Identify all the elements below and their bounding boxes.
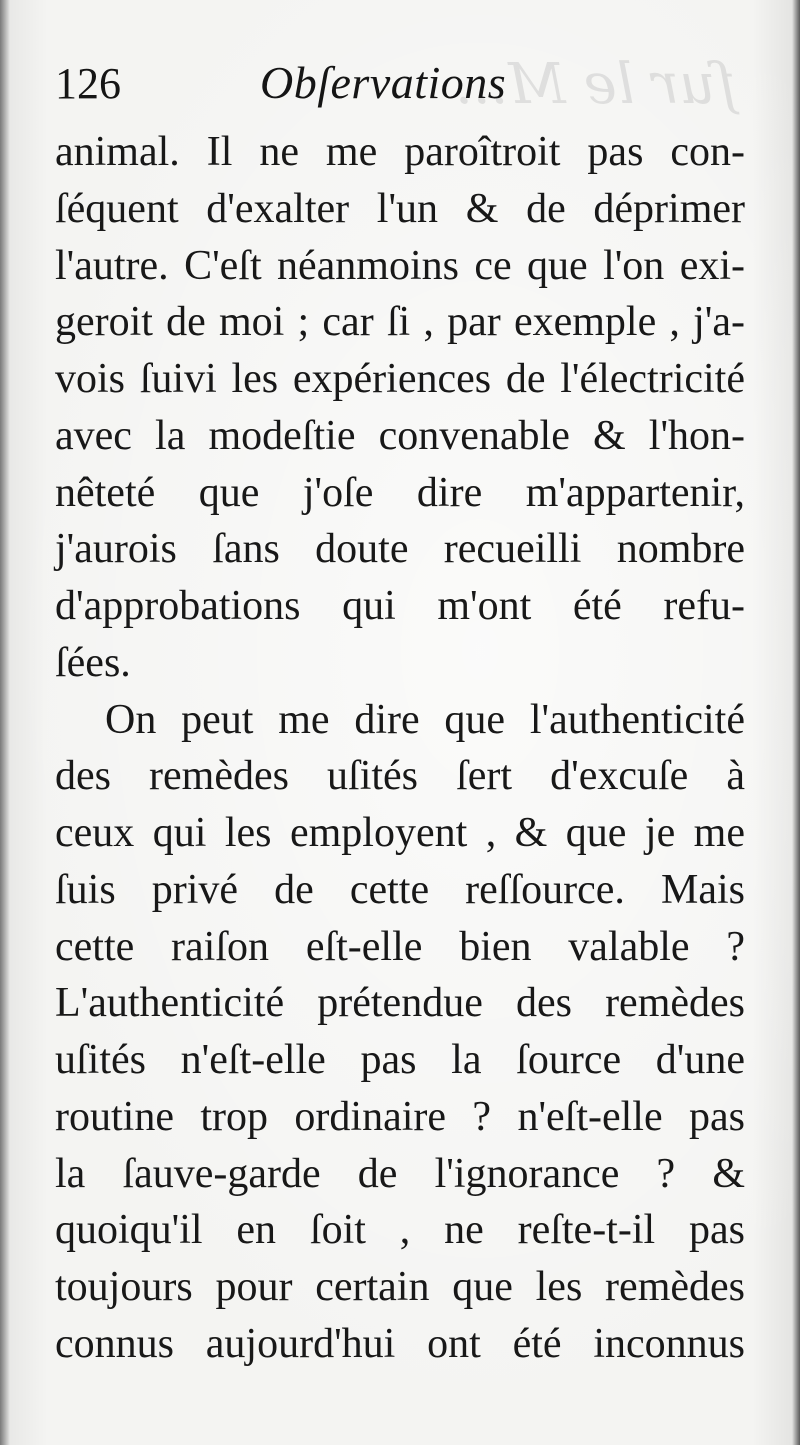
text-line: l'autre. C'eſt néanmoins ce que l'on exi- [55, 242, 745, 289]
text-line: quoiqu'il en ſoit , ne reſte-t-il pas [55, 1207, 745, 1254]
running-header [55, 50, 745, 120]
text-line: ſéquent d'exalter l'un & de déprimer [55, 185, 745, 232]
text-line: la ſauve-garde de l'ignorance ? & [55, 1150, 745, 1197]
text-line: cette raiſon eſt-elle bien valable ? [55, 923, 745, 970]
running-title: Obſervations [260, 57, 507, 108]
text-line: j'aurois ſans doute recueilli nombre [55, 526, 745, 573]
page-edge-shadow-right [792, 0, 800, 1445]
text-line: On peut me dire que l'authenticité [105, 696, 745, 743]
text-line: nêteté que j'oſe dire m'appartenir, [55, 469, 745, 516]
text-line: toujours pour certain que les remèdes [55, 1264, 745, 1310]
text-line: avec la modeſtie convenable & l'hon- [55, 412, 745, 459]
text-line: ſées. [55, 639, 131, 686]
text-line: uſités n'eſt-elle pas la ſource d'une [55, 1037, 745, 1083]
text-line: connus aujourd'hui ont été inconnus [55, 1320, 745, 1367]
page-number: 126 [55, 59, 121, 108]
text-line: d'approbations qui m'ont été refu- [55, 583, 745, 629]
text-line: animal. Il ne me paroîtroit pas con- [55, 129, 745, 175]
text-line: geroit de moi ; car ſi , par exemple , j'a- [55, 299, 745, 346]
text-line: vois ſuivi les expériences de l'électricité [55, 356, 745, 402]
body-text [55, 124, 745, 1373]
text-line: L'authenticité prétendue des remèdes [55, 980, 745, 1027]
paragraph-2 [55, 692, 745, 1373]
text-line: des remèdes uſités ſert d'excuſe à [55, 753, 745, 800]
text-line: ceux qui les employent , & que je me [55, 810, 745, 856]
page-edge-shadow-left [0, 0, 10, 1445]
text-line: routine trop ordinaire ? n'eſt-elle pas [55, 1093, 745, 1140]
bleed-through-mark: ſur le M... [455, 52, 736, 117]
paragraph-1 [55, 124, 745, 692]
text-line: ſuis privé de cette reſſource. Mais [55, 866, 745, 913]
